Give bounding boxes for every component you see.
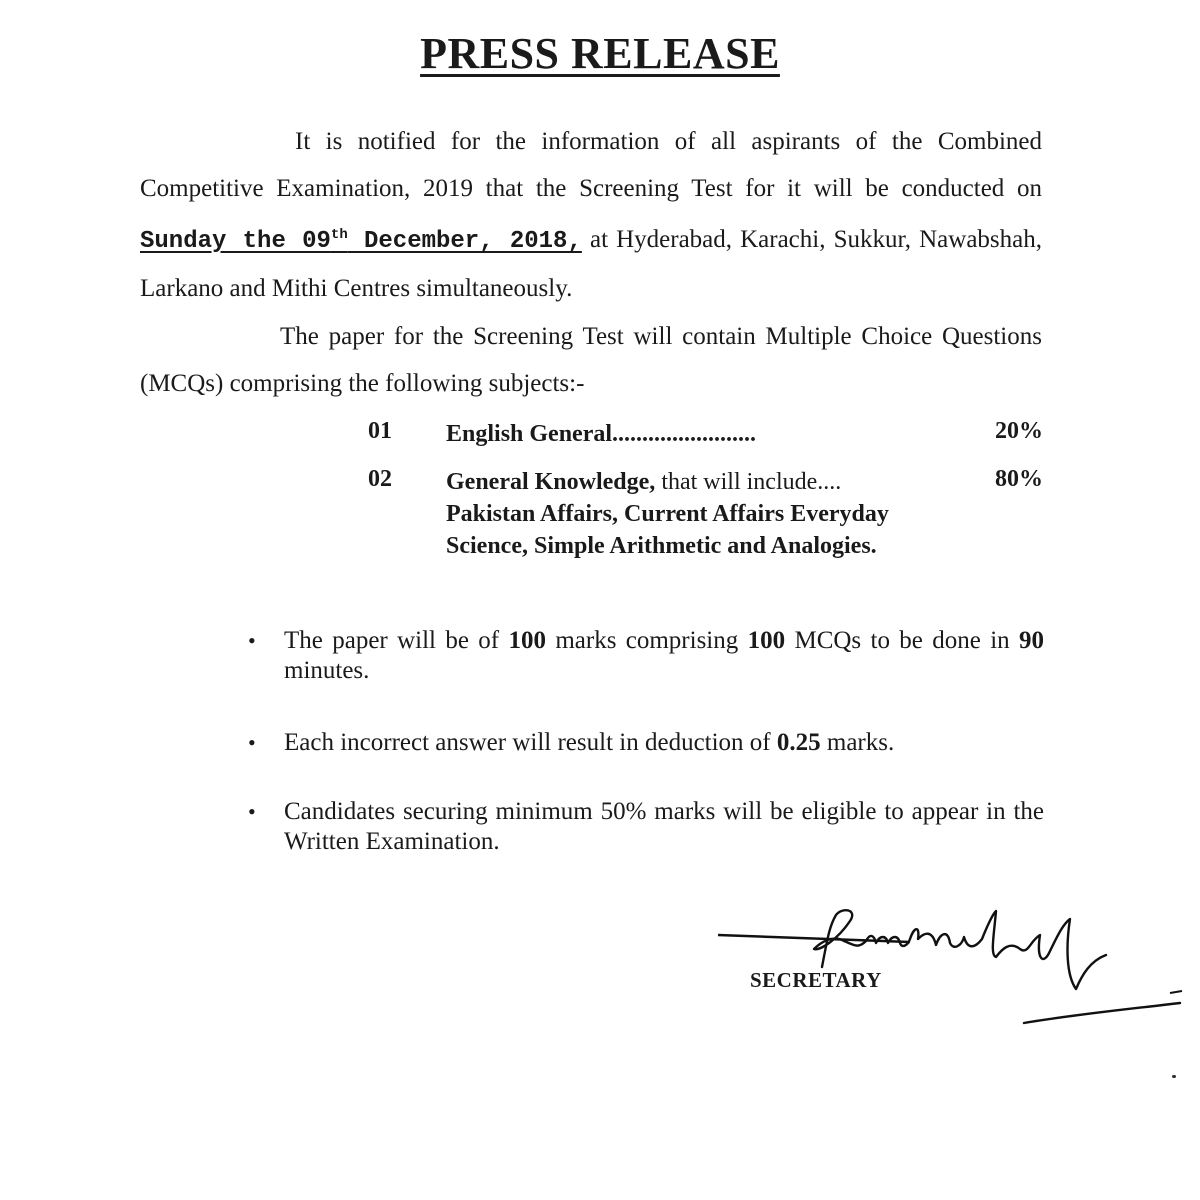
bullet-negative-marking: • Each incorrect answer will result in deduction of 0.25 marks. xyxy=(248,729,895,756)
bullet-eligibility: • Candidates securing minimum 50% marks will be eligible to appear in the Written Examination. xyxy=(248,798,1044,855)
subject-weight: 20% xyxy=(995,418,1043,444)
page-title: PRESS RELEASE xyxy=(420,29,780,78)
subject-details: Pakistan Affairs, Current Affairs Everyday Science, Simple Arithmetic and Analogies. xyxy=(446,501,889,559)
subject-number: 01 xyxy=(368,418,392,444)
subject-weight: 80% xyxy=(995,466,1043,492)
bullet-dot: • xyxy=(248,628,256,653)
bullet-paper-marks: • The paper will be of 100 marks comprising 100 MCQs to be done in 90 minutes. xyxy=(248,627,1044,684)
bullet-dot: • xyxy=(248,730,256,755)
subject-number: 02 xyxy=(368,466,392,492)
bullet-dot: • xyxy=(248,799,256,824)
signatory-title: SECRETARY xyxy=(750,968,882,992)
subject-row-english xyxy=(368,418,1043,458)
scan-speck xyxy=(1172,1075,1176,1078)
exam-date: Sunday the 09th December, 2018, xyxy=(140,227,582,255)
subject-name: General Knowledge, that will include.... Pakistan Affairs, Current Affairs Everyday Science, Simple Arithmetic and Analogies. xyxy=(446,469,889,559)
subject-row-general-knowledge xyxy=(368,466,1043,596)
subject-name: English General........................ xyxy=(446,421,757,447)
subjects-intro-paragraph: The paper for the Screening Test will contain Multiple Choice Questions (MCQs) comprising the following subjects:- xyxy=(140,323,1042,397)
notification-paragraph: It is notified for the information of all aspirants of the Combined Competitive Examination, 2019 that the Screening Test for it will be conducted on Sunday the 09th December, 2018, at Hyderabad, Karachi, Sukkur, Nawabshah, Larkano and Mithi Centres simultaneously. xyxy=(140,128,1043,302)
